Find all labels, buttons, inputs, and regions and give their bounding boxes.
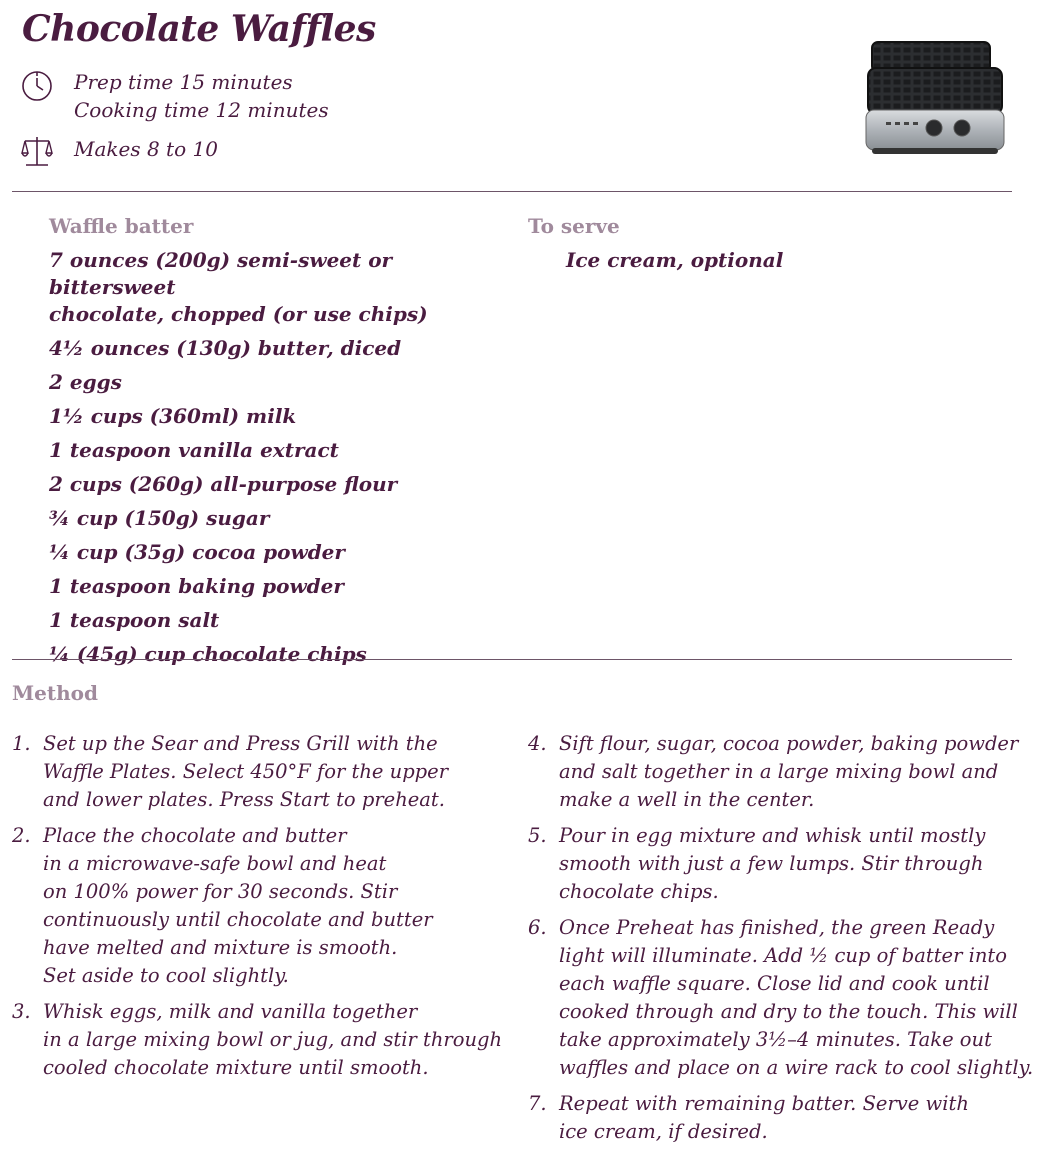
ingredient-item [49, 539, 489, 566]
step-text-line: Set aside to cool slightly. [43, 964, 289, 987]
step-number: 2. [12, 824, 31, 847]
step-text-line: chocolate chips. [559, 880, 719, 903]
step-text-line: Repeat with remaining batter. Serve with [559, 1092, 969, 1115]
serve-item: Ice cream, optional [566, 248, 784, 272]
makes-quantity: Makes 8 to 10 [74, 137, 218, 161]
ingredient-line: 2 cups (260g) all-purpose flour [49, 472, 398, 496]
step-text-line: Set up the Sear and Press Grill with the [43, 732, 438, 755]
ingredient-line: 7 ounces (200g) semi-sweet or bittersweet [49, 248, 393, 299]
yield-info [20, 135, 218, 169]
ingredient-item [49, 247, 489, 328]
ingredient-line: 1 teaspoon vanilla extract [49, 438, 339, 462]
cooking-time: Cooking time 12 minutes [74, 98, 329, 122]
step-text-line: Whisk eggs, milk and vanilla together [43, 1000, 418, 1023]
step-text-line: in a microwave-safe bowl and heat [43, 852, 387, 875]
ingredient-item [49, 505, 489, 532]
step-text-line: continuously until chocolate and butter [43, 908, 433, 931]
step-text-line: cooked through and dry to the touch. This will [559, 1000, 1018, 1023]
step-text-line: Place the chocolate and butter [43, 824, 347, 847]
method-step [12, 822, 502, 990]
step-text-line: smooth with just a few lumps. Stir through [559, 852, 984, 875]
method-steps-left [12, 730, 502, 1090]
ingredient-line: ¾ cup (150g) sugar [49, 506, 270, 530]
scale-icon [20, 135, 54, 169]
divider-middle [12, 659, 1012, 660]
method-step [528, 914, 1034, 1082]
step-number: 4. [528, 732, 547, 755]
step-text-line: each waffle square. Close lid and cook until [559, 972, 990, 995]
divider-top [12, 191, 1012, 192]
step-text-line: Once Preheat has finished, the green Ready [559, 916, 995, 939]
step-number: 1. [12, 732, 31, 755]
step-text-line: have melted and mixture is smooth. [43, 936, 398, 959]
to-serve-list [566, 247, 783, 274]
step-number: 5. [528, 824, 547, 847]
time-info [20, 68, 329, 124]
waffle-batter-heading: Waffle batter [49, 214, 194, 238]
ingredient-item [49, 641, 489, 668]
ingredient-item [49, 437, 489, 464]
clock-icon [20, 68, 54, 102]
ingredient-item [49, 471, 489, 498]
step-number: 3. [12, 1000, 31, 1023]
ingredient-item [49, 573, 489, 600]
ingredient-item [49, 369, 489, 396]
step-text-line: and lower plates. Press Start to preheat. [43, 788, 445, 811]
step-text-line: make a well in the center. [559, 788, 815, 811]
step-text-line: Waffle Plates. Select 450°F for the upper [43, 760, 449, 783]
step-text-line: Sift flour, sugar, cocoa powder, baking powder [559, 732, 1019, 755]
to-serve-heading: To serve [528, 214, 620, 238]
method-step [528, 822, 1018, 906]
step-text-line: waffles and place on a wire rack to cool slightly. [559, 1056, 1034, 1079]
ingredient-line: ¼ cup (35g) cocoa powder [49, 540, 345, 564]
step-text-line: in a large mixing bowl or jug, and stir through [43, 1028, 503, 1051]
step-text-line: on 100% power for 30 seconds. Stir [43, 880, 398, 903]
ingredient-line: ¼ (45g) cup chocolate chips [49, 642, 367, 666]
method-step [528, 730, 1018, 814]
method-step [12, 730, 502, 814]
step-text-line: Pour in egg mixture and whisk until mostly [559, 824, 986, 847]
step-text-line: and salt together in a large mixing bowl and [559, 760, 999, 783]
ingredients-list [49, 247, 489, 675]
waffle-maker-icon [862, 38, 1008, 156]
method-step [12, 998, 502, 1082]
ingredient-line: 2 eggs [49, 370, 122, 394]
step-text-line: ice cream, if desired. [559, 1120, 768, 1143]
method-steps-right [528, 730, 1034, 1154]
ingredient-line: chocolate, chopped (or use chips) [49, 302, 428, 326]
step-number: 6. [528, 916, 547, 939]
step-number: 7. [528, 1092, 547, 1115]
ingredient-line: 1 teaspoon salt [49, 608, 220, 632]
method-step [528, 1090, 1018, 1146]
method-heading: Method [12, 681, 98, 705]
prep-time: Prep time 15 minutes [74, 70, 293, 94]
ingredient-line: 1½ cups (360ml) milk [49, 404, 297, 428]
ingredient-item [49, 607, 489, 634]
step-text-line: light will illuminate. Add ½ cup of batter into [559, 944, 1007, 967]
step-text-line: take approximately 3½–4 minutes. Take out [559, 1028, 992, 1051]
ingredient-item [49, 403, 489, 430]
step-text-line: cooled chocolate mixture until smooth. [43, 1056, 429, 1079]
ingredient-line: 4½ ounces (130g) butter, diced [49, 336, 402, 360]
ingredient-item [49, 335, 489, 362]
ingredient-line: 1 teaspoon baking powder [49, 574, 344, 598]
recipe-title: Chocolate Waffles [22, 8, 376, 50]
